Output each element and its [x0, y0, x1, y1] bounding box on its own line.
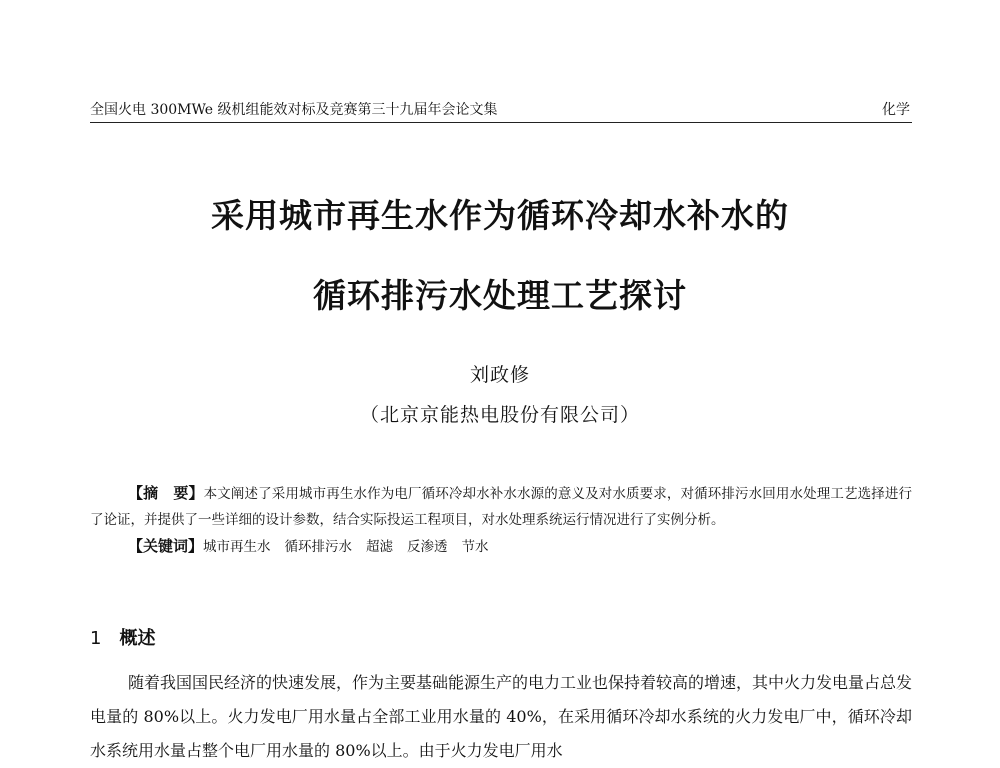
- section-heading: [90, 624, 155, 650]
- section-category: 化学: [882, 102, 910, 118]
- section-title: 概述: [119, 628, 156, 649]
- keyword: 反渗透: [407, 539, 448, 555]
- abstract-block: [90, 480, 912, 560]
- keyword: 循环排污水: [284, 539, 353, 555]
- keywords-line: [90, 533, 912, 560]
- paper-title-line-2: 循环排污水处理工艺探讨: [313, 276, 687, 315]
- author-affiliation: （北京京能热电股份有限公司）: [359, 404, 640, 426]
- keyword: 超滤: [366, 539, 394, 555]
- abstract-label: 【摘 要】: [128, 484, 204, 502]
- proceedings-title: 全国火电 300MWe 级机组能效对标及竞赛第三十九届年会论文集: [90, 102, 498, 118]
- body-paragraph: 随着我国国民经济的快速发展，作为主要基础能源生产的电力工业也保持着较高的增速，其中火力发电量占总发电量的 80%以上。火力发电厂用水量占全部工业用水量的 40%，在采用循环冷却水系统的火力发电厂中，循环冷却水系统用水量占整个电厂用水量的 80%以上。由于火力发电厂用水: [90, 673, 913, 760]
- section-number: 1: [90, 628, 102, 649]
- keyword: 城市再生水: [203, 539, 271, 555]
- abstract-paragraph: [90, 480, 912, 533]
- keywords-label: 【关键词】: [128, 537, 204, 555]
- paper-title-line-1: 采用城市再生水作为循环冷却水补水的: [211, 196, 789, 235]
- running-header: [90, 100, 912, 123]
- keyword: 节水: [461, 539, 489, 555]
- body-text: [90, 666, 912, 768]
- author-name: 刘政修: [469, 364, 530, 386]
- abstract-text: 本文阐述了采用城市再生水作为电厂循环冷却水补水水源的意义及对水质要求，对循环排污水回用水处理工艺选择进行了论证，并提供了一些详细的设计参数，结合实际投运工程项目，对水处理系统运行情况进行了实例分析。: [90, 486, 912, 528]
